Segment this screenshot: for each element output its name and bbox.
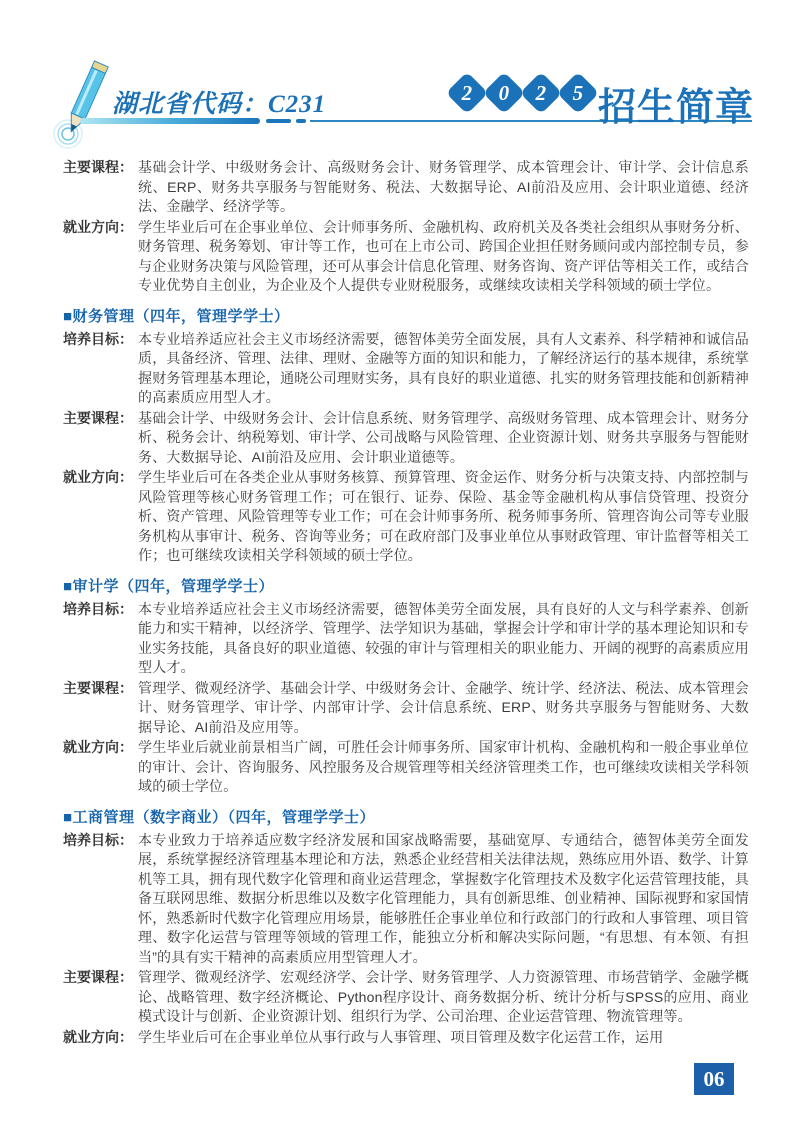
- year-badge: [520, 72, 562, 114]
- year-digit: 0: [498, 80, 510, 105]
- course-paragraph: [63, 968, 749, 1027]
- year-badge: [483, 72, 525, 114]
- employment-paragraph: [63, 218, 749, 296]
- field-label: 主要课程：: [63, 969, 133, 985]
- course-paragraph: [63, 679, 749, 738]
- field-text: 学生毕业后可在企事业单位从事行政与人事管理、项目管理及数字化运营工作，运用: [138, 1028, 664, 1045]
- field-label: 主要课程：: [63, 679, 133, 696]
- year-digit: 2: [461, 80, 473, 105]
- course-paragraph: [63, 409, 749, 468]
- employment-paragraph: [63, 1028, 749, 1048]
- goal-paragraph: [63, 600, 749, 678]
- field-label: 就业方向：: [63, 739, 133, 755]
- field-text: 管理学、微观经济学、基础会计学、中级财务会计、金融学、统计学、经济法、税法、成本管理会计、财务管理学、审计学、内部审计学、会计信息系统、ERP、财务共享服务与智能财务、大数据导论、AI前沿及应用等。: [138, 679, 749, 735]
- field-label: 就业方向：: [63, 1028, 133, 1045]
- field-text: 学生毕业后就业前景相当广阔，可胜任会计师事务所、国家审计机构、金融机构和一般企事业单位的审计、会计、咨询服务、风控服务及合规管理等相关经济管理类工作，也可继续攻读相关学科领域的硕士学位。: [138, 739, 749, 794]
- province-code: 湖北省代码：C231: [112, 91, 327, 118]
- year-badge: [557, 72, 599, 114]
- course-paragraph: [63, 158, 749, 217]
- year-digit: 5: [572, 80, 584, 105]
- page-content: [63, 158, 749, 1047]
- field-text: 本专业培养适应社会主义市场经济需要，德智体美劳全面发展，具有人文素养、科学精神和诚信品质，具备经济、管理、法律、理财、金融等方面的知识和能力，了解经济运行的基本规律，系统掌握财务管理基本理论，通晓公司理财实务，具有良好的职业道德、扎实的财务管理技能和创新精神的高素质应用型人才。: [138, 330, 749, 405]
- field-text: 管理学、微观经济学、宏观经济学、会计学、财务管理学、人力资源管理、市场营销学、金融学概论、战略管理、数字经济概论、Python程序设计、商务数据分析、统计分析与SPSS的应用、商业模式设计与创新、企业资源计划、组织行为学、公司治理、企业运营管理、物流管理等。: [138, 969, 749, 1024]
- field-label: 培养目标：: [63, 600, 133, 617]
- year-digit: 2: [535, 80, 547, 105]
- year-badges: [452, 78, 600, 108]
- field-label: 就业方向：: [63, 469, 133, 485]
- field-text: 基础会计学、中级财务会计、高级财务会计、财务管理学、成本管理会计、审计学、会计信息系统、ERP、财务共享服务与智能财务、税法、大数据导论、AI前沿及应用、会计职业道德、经济法、金融学、经济学等。: [138, 159, 749, 214]
- year-badge: [446, 72, 488, 114]
- field-text: 本专业致力于培养适应数字经济发展和国家战略需要，基础宽厚、专通结合，德智体美劳全面发展，系统掌握经济管理基本理论和方法，熟悉企业经营相关法律法规，熟练应用外语、数学、计算机等工具，拥有现代数字化管理和商业运营理念，掌握数字化管理技术及数字化运营管理技能，具备互联网思维、数据分析思维以及数字化管理能力，具有创新思维、创业精神、国际视野和家国情怀，熟悉新时代数字化管理应用场景，能够胜任企事业单位和行政部门的行政和人事管理、项目管理、数字化运营与管理等领域的管理工作，能独立分析和解决实际问题，“有思想、有本领、有担当”的具有实干精神的高素质应用型管理人才。: [138, 831, 749, 965]
- field-text: 学生毕业后可在企事业单位、会计师事务所、金融机构、政府机关及各类社会组织从事财务分析、财务管理、税务筹划、审计等工作，也可在上市公司、跨国企业担任财务顾问或内部控制专员，参与企业财务决策与风险管理，还可从事会计信息化管理、财务咨询、资产评估等相关工作，或结合专业优势自主创业，为企业及个人提供专业财税服务，或继续攻读相关学科领域的硕士学位。: [138, 218, 749, 293]
- field-text: 基础会计学、中级财务会计、会计信息系统、财务管理学、高级财务管理、成本管理会计、财务分析、税务会计、纳税筹划、审计学、公司战略与风险管理、企业资源计划、财务共享服务与智能财务、大数据导论、AI前沿及应用、会计职业道德等。: [138, 409, 749, 465]
- section-title: ■工商管理（数字商业）（四年，管理学学士）: [63, 808, 376, 826]
- header-underline-dash: [266, 119, 291, 123]
- goal-paragraph: [63, 831, 749, 968]
- field-label: 主要课程：: [63, 409, 133, 426]
- field-text: 本专业培养适应社会主义市场经济需要，德智体美劳全面发展，具有良好的人文与科学素养、创新能力和实干精神，以经济学、管理学、法学知识为基础，掌握会计学和审计学的基本理论知识和专业实务技能，具备良好的职业道德、较强的审计与管理相关的职业能力、开阔的视野的高素质应用型人才。: [138, 600, 749, 675]
- brochure-title: 招生简章: [598, 87, 755, 129]
- section-title: ■审计学（四年，管理学学士）: [63, 577, 275, 595]
- page-header: [0, 0, 800, 150]
- goal-paragraph: [63, 330, 749, 408]
- section-business-administration: [63, 809, 749, 1048]
- field-label: 培养目标：: [63, 330, 133, 347]
- field-label: 主要课程：: [63, 159, 133, 175]
- header-underline-thick: [80, 118, 260, 124]
- section-title: ■财务管理（四年，管理学学士）: [63, 307, 290, 325]
- employment-paragraph: [63, 738, 749, 797]
- field-label: 培养目标：: [63, 831, 133, 848]
- employment-paragraph: [63, 468, 749, 566]
- page-number-badge: 06: [694, 1063, 734, 1095]
- pencil-icon: [52, 58, 114, 150]
- section-continuation: [63, 158, 749, 296]
- header-underline-dash: [296, 119, 306, 123]
- field-text: 学生毕业后可在各类企业从事财务核算、预算管理、资金运作、财务分析与决策支持、内部控制与风险管理等核心财务管理工作；可在银行、证券、保险、基金等金融机构从事信贷管理、投资分析、资产管理、风险管理等专业工作；可在会计师事务所、税务师事务所、管理咨询公司等专业服务机构从事审计、税务、咨询等业务；可在政府部门及事业单位从事财政管理、审计监督等相关工作；也可继续攻读相关学科领域的硕士学位。: [138, 469, 749, 563]
- section-auditing: [63, 578, 749, 797]
- field-label: 就业方向：: [63, 218, 133, 235]
- section-financial-management: [63, 308, 749, 566]
